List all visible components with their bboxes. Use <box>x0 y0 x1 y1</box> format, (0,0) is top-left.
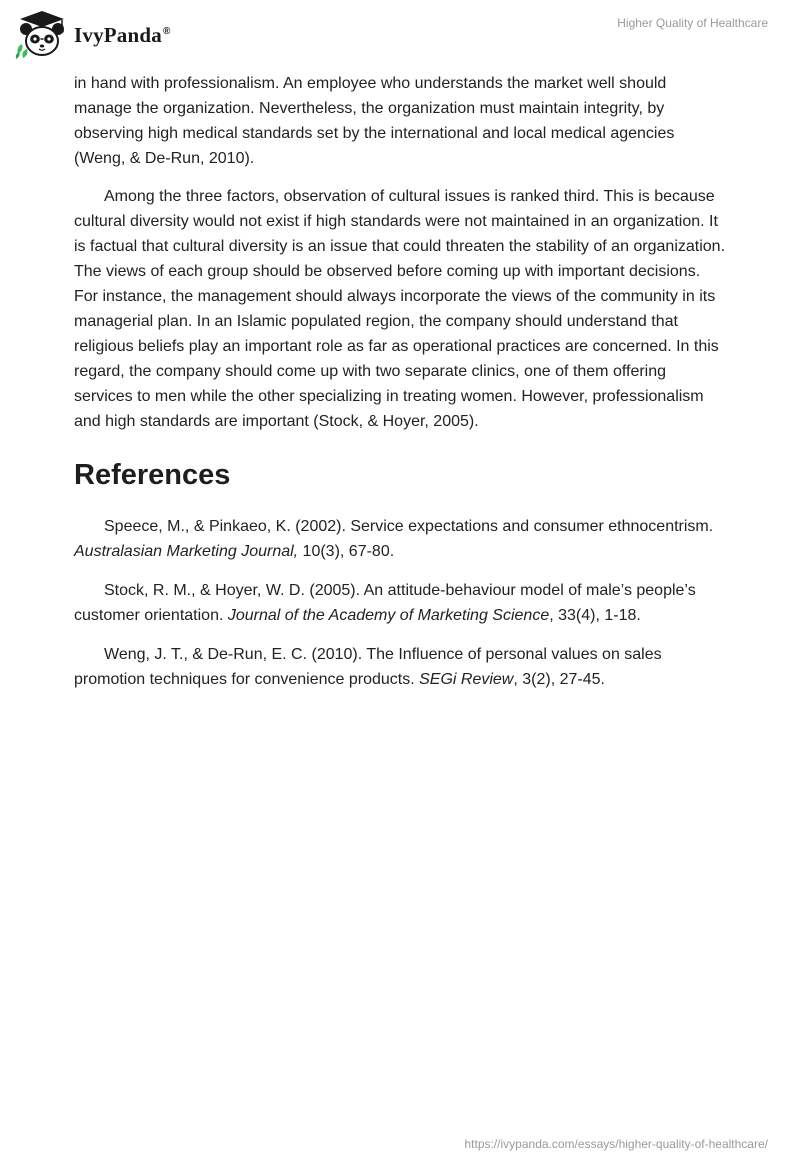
reference-item: Speece, M., & Pinkaeo, K. (2002). Service expectations and consumer ethnocentrism. Australasian Marketing Journal, 10(3), 67-80. <box>74 518 714 560</box>
reference-journal: Australasian Marketing Journal, <box>74 543 299 560</box>
essay-content <box>74 71 726 706</box>
reference-item: Stock, R. M., & Hoyer, W. D. (2005). An attitude-behaviour model of male’s people’s customer orientation. Journal of the Academy of Marketing Science, 33(4), 1-18. <box>74 582 696 624</box>
references-heading: References <box>74 459 231 491</box>
ivypanda-logo[interactable] <box>12 8 212 60</box>
reference-journal: Journal of the Academy of Marketing Science <box>227 607 550 624</box>
brand-name: IvyPanda® <box>74 22 171 47</box>
reference-journal: SEGi Review <box>419 671 514 688</box>
body-paragraph: Among the three factors, observation of cultural issues is ranked third. This is because cultural diversity would not exist if high standards were not maintained in an organization. It is factual that cultural diversity is an issue that could threaten the stability of an organization. The views of each group should be observed before coming up with important decisions. For instance, the management should always incorporate the views of the community in its managerial plan. In an Islamic populated region, the company should understand that religious beliefs play an important role as far as operational practices are concerned. In this regard, the company should come up with two separate clinics, one of them offering services to men while the other specializing in treating women. However, professionalism and high standards are important (Stock, & Hoyer, 2005). <box>74 188 726 430</box>
source-url-link[interactable]: https://ivypanda.com/essays/higher-quality-of-healthcare/ <box>464 1137 768 1151</box>
reference-item: Weng, J. T., & De-Run, E. C. (2010). The Influence of personal values on sales promotion techniques for convenience products. SEGi Review, 3(2), 27-45. <box>74 646 662 688</box>
page-header <box>0 0 800 66</box>
body-paragraph-continued: in hand with professionalism. An employee who understands the market well should manage the organization. Nevertheless, the organization must maintain integrity, by observing high medical standards set by the international and local medical agencies (Weng, & De-Run, 2010). <box>74 75 675 167</box>
registered-mark: ® <box>162 25 171 37</box>
panda-mascot-icon <box>12 8 72 60</box>
document-title: Higher Quality of Healthcare <box>617 16 768 30</box>
